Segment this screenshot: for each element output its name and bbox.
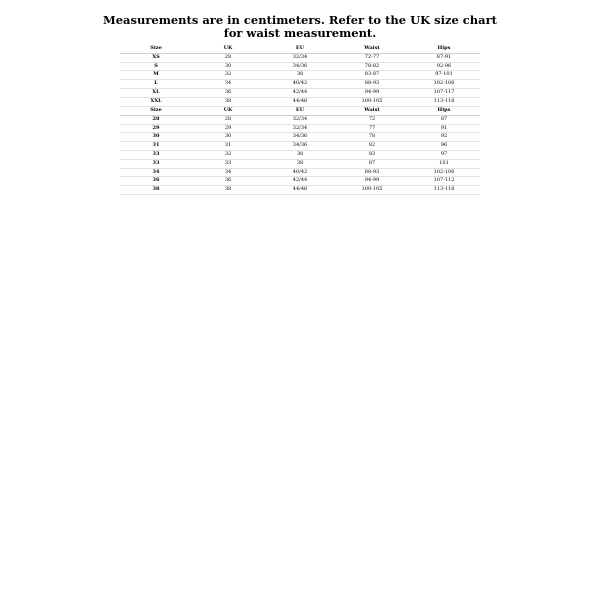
uk-cell: 36 [192, 177, 264, 186]
waist-cell: 100-105 [336, 97, 408, 106]
eu-cell: 40/42 [264, 168, 336, 177]
size-cell: 30 [120, 133, 192, 142]
eu-cell: 44/46 [264, 186, 336, 195]
eu-cell: 42/44 [264, 177, 336, 186]
size-cell: S [120, 62, 192, 71]
hips-cell: 87 [408, 115, 480, 124]
numeric-size-table [120, 107, 480, 195]
eu-cell: 34/36 [264, 133, 336, 142]
uk-cell: 38 [192, 186, 264, 195]
waist-cell: 77 [336, 124, 408, 133]
table-row [120, 71, 480, 80]
size-cell: M [120, 71, 192, 80]
waist-cell: 83 [336, 150, 408, 159]
table-row [120, 80, 480, 89]
hips-cell: 91 [408, 124, 480, 133]
uk-cell: 34 [192, 80, 264, 89]
eu-cell: 38 [264, 150, 336, 159]
table-row [120, 150, 480, 159]
size-cell: XXL [120, 97, 192, 106]
hips-cell: 113-118 [408, 186, 480, 195]
waist-cell: 94-99 [336, 177, 408, 186]
table-row [120, 124, 480, 133]
waist-cell: 82 [336, 142, 408, 151]
hips-cell: 107-112 [408, 177, 480, 186]
eu-cell: 40/42 [264, 80, 336, 89]
column-header-size: Size [120, 107, 192, 115]
waist-cell: 72-77 [336, 53, 408, 62]
table-row [120, 53, 480, 62]
column-header-eu: EU [264, 107, 336, 115]
size-cell: XS [120, 53, 192, 62]
size-cell: XL [120, 88, 192, 97]
table-row [120, 142, 480, 151]
waist-cell: 100-105 [336, 186, 408, 195]
size-cell: 38 [120, 186, 192, 195]
uk-cell: 32 [192, 71, 264, 80]
waist-cell: 72 [336, 115, 408, 124]
eu-cell: 34/36 [264, 62, 336, 71]
waist-cell: 83-87 [336, 71, 408, 80]
waist-cell: 94-99 [336, 88, 408, 97]
column-header-waist: Waist [336, 45, 408, 53]
uk-cell: 29 [192, 124, 264, 133]
hips-cell: 87-91 [408, 53, 480, 62]
waist-cell: 88-93 [336, 168, 408, 177]
eu-cell: 32/34 [264, 115, 336, 124]
uk-cell: 36 [192, 88, 264, 97]
table-header-row [120, 45, 480, 53]
size-cell: L [120, 80, 192, 89]
column-header-hips: Hips [408, 45, 480, 53]
hips-cell: 97 [408, 150, 480, 159]
size-cell: 28 [120, 115, 192, 124]
eu-cell: 32/34 [264, 124, 336, 133]
letter-size-table [120, 45, 480, 107]
uk-cell: 33 [192, 159, 264, 168]
column-header-uk: UK [192, 107, 264, 115]
hips-cell: 96 [408, 142, 480, 151]
column-header-waist: Waist [336, 107, 408, 115]
column-header-size: Size [120, 45, 192, 53]
size-cell: 33 [120, 159, 192, 168]
table-row [120, 97, 480, 106]
hips-cell: 102-106 [408, 168, 480, 177]
page-heading: Measurements are in centimeters. Refer to the UK size chart for waist measurement. [102, 13, 497, 40]
uk-cell: 31 [192, 142, 264, 151]
waist-cell: 87 [336, 159, 408, 168]
size-cell: 29 [120, 124, 192, 133]
size-cell: 31 [120, 142, 192, 151]
uk-cell: 32 [192, 150, 264, 159]
waist-cell: 78-82 [336, 62, 408, 71]
table-header-row [120, 107, 480, 115]
table-row [120, 177, 480, 186]
hips-cell: 97-101 [408, 71, 480, 80]
eu-cell: 38 [264, 71, 336, 80]
size-cell: 36 [120, 177, 192, 186]
table-row [120, 88, 480, 97]
eu-cell: 38 [264, 159, 336, 168]
hips-cell: 102-106 [408, 80, 480, 89]
column-header-eu: EU [264, 45, 336, 53]
table-row [120, 186, 480, 195]
table-row [120, 159, 480, 168]
hips-cell: 92 [408, 133, 480, 142]
hips-cell: 92-96 [408, 62, 480, 71]
uk-cell: 30 [192, 133, 264, 142]
eu-cell: 34/36 [264, 142, 336, 151]
hips-cell: 113-118 [408, 97, 480, 106]
eu-cell: 42/44 [264, 88, 336, 97]
uk-cell: 34 [192, 168, 264, 177]
column-header-hips: Hips [408, 107, 480, 115]
size-cell: 33 [120, 150, 192, 159]
hips-cell: 101 [408, 159, 480, 168]
size-cell: 34 [120, 168, 192, 177]
uk-cell: 28 [192, 115, 264, 124]
waist-cell: 78 [336, 133, 408, 142]
eu-cell: 32/34 [264, 53, 336, 62]
uk-cell: 38 [192, 97, 264, 106]
uk-cell: 30 [192, 62, 264, 71]
table-row [120, 168, 480, 177]
table-row [120, 133, 480, 142]
column-header-uk: UK [192, 45, 264, 53]
table-row [120, 62, 480, 71]
eu-cell: 44/46 [264, 97, 336, 106]
uk-cell: 28 [192, 53, 264, 62]
table-row [120, 115, 480, 124]
hips-cell: 107-117 [408, 88, 480, 97]
waist-cell: 88-93 [336, 80, 408, 89]
